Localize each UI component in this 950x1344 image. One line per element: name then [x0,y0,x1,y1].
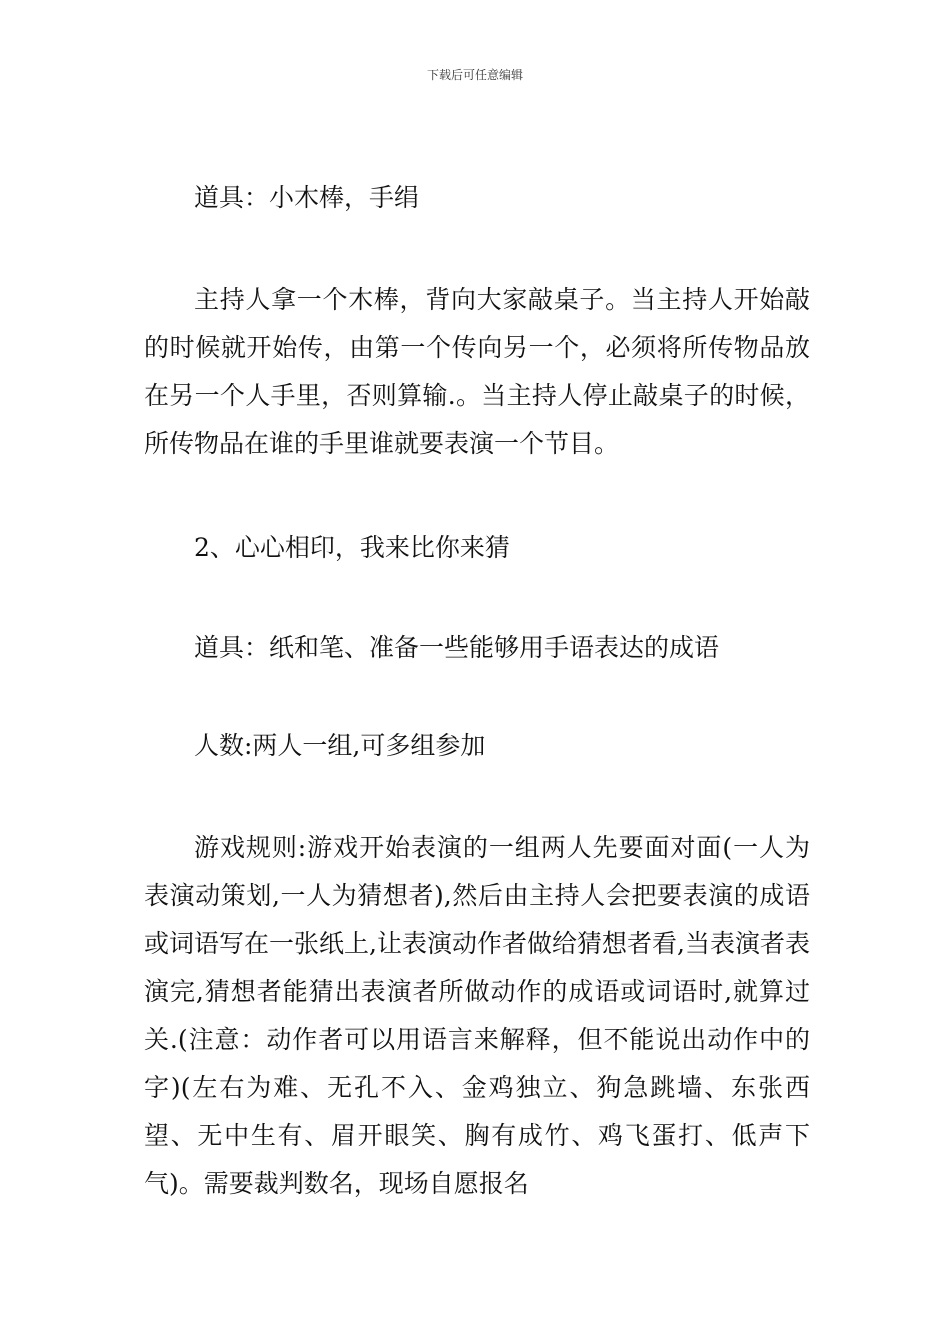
people-paragraph-2: 人数:两人一组,可多组参加 [194,731,486,760]
game-2-title: 2、心心相印，我来比你来猜 [194,533,510,562]
rules-paragraph-2: 游戏规则:游戏开始表演的一组两人先要面对面(一人为表演动策划,一人为猜想者),然后由主持人会把要表演的成语或词语写在一张纸上,让表演动作者做给猜想者看,当表演者表演完,猜想者能猜出表演者所做动作的成语或词语时,就算过关.(注意：动作者可以用语言来解释，但不能说出动作中的字)(左右为难、无孔不入、金鸡独立、狗急跳墙、东张西望、无中生有、眉开眼笑、胸有成竹、鸡飞蛋打、低声下气)。需要裁判数名，现场自愿报名 [144,833,810,1198]
page-header: 下载后可任意编辑 [426,68,523,82]
props-paragraph-2: 道具：纸和笔、准备一些能够用手语表达的成语 [194,633,720,662]
rules-paragraph-1: 主持人拿一个木棒，背向大家敲桌子。当主持人开始敲的时候就开始传，由第一个传向另一个，必须将所传物品放在另一个人手里，否则算输.。当主持人停止敲桌子的时候，所传物品在谁的手里谁就要表演一个节目。 [144,285,810,458]
props-paragraph-1: 道具：小木棒，手绢 [194,183,420,212]
